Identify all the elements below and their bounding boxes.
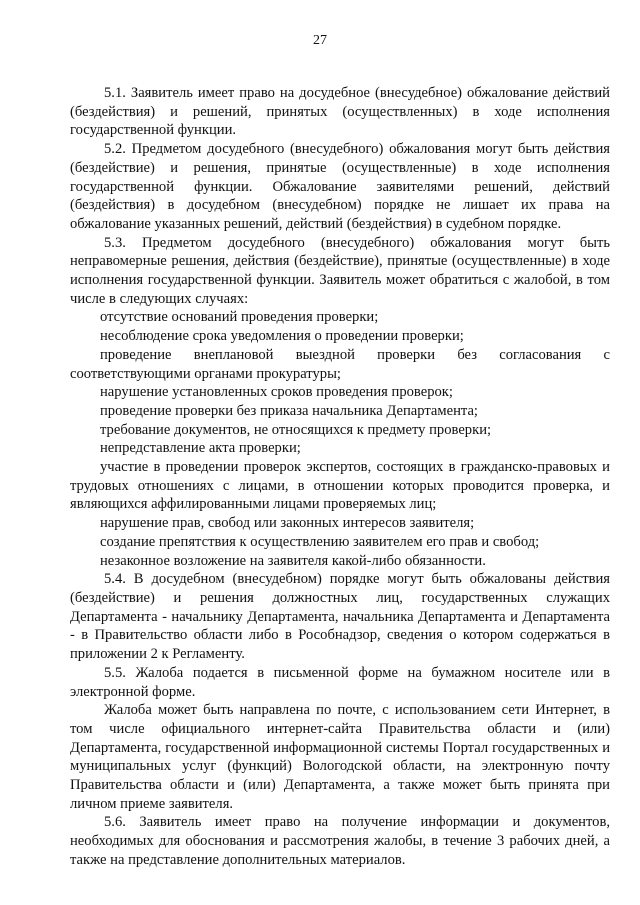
paragraph-5-2: 5.2. Предметом досудебного (внесудебного) обжалования могут быть действия (бездействие) и решения, принятые (осуществленные) в ходе исполнения государственной функции. Обжалование заявителями решений, действий (бездействия) в досудебном (внесудебном) порядке не лишает их права на обжалование указанных решений, действий (бездействия) в судебном порядке. bbox=[70, 141, 610, 232]
paragraph-5-4: 5.4. В досудебном (внесудебном) порядке могут быть обжалованы действия (бездействие) и решения должностных лиц, государственных служащих Департамента - начальнику Департамента, начальника Департамента и Департамента - в Правительство области либо в Рособнадзор, сведения о котором содержаться в приложении 2 к Регламенту. bbox=[70, 571, 610, 663]
list-item: проведение внеплановой выездной проверки без согласования с соответствующими органами прокуратуры; bbox=[70, 346, 610, 382]
list-item: требование документов, не относящихся к предмету проверки; bbox=[100, 421, 492, 438]
list-item: проведение проверки без приказа начальника Департамента; bbox=[100, 402, 478, 419]
list-item: несоблюдение срока уведомления о проведении проверки; bbox=[100, 328, 464, 345]
paragraph-5-5: 5.5. Жалоба подается в письменной форме на бумажном носителе или в электронной форме. bbox=[70, 664, 610, 700]
page-number: 27 bbox=[313, 33, 327, 48]
list-item: создание препятствия к осуществлению заявителем его прав и свобод; bbox=[100, 533, 540, 550]
paragraph-5-1: 5.1. Заявитель имеет право на досудебное (внесудебное) обжалование действий (бездействия) и решений, принятых (осуществленных) в ходе исполнения государственной функции. bbox=[70, 85, 610, 139]
paragraph-5-5-delivery: Жалоба может быть направлена по почте, с использованием сети Интернет, в том числе официального интернет-сайта Правительства области и (или) Департамента, государственной информационной системы Портал государственных и муниципальных услуг (функций) Вологодской области, на электронную почту Правительства области и (или) Департамента, а также может быть принята при личном приеме заявителя. bbox=[70, 702, 610, 812]
list-item: нарушение установленных сроков проведения проверок; bbox=[100, 384, 453, 401]
paragraph-5-3: 5.3. Предметом досудебного (внесудебного) обжалования могут быть неправомерные решения, действия (бездействие), принятые (осуществленные) в ходе исполнения государственной функции. Заявитель может обратиться с жалобой, в том числе в следующих случаях: bbox=[70, 234, 610, 307]
list-item: непредставление акта проверки; bbox=[100, 440, 301, 457]
list-item: отсутствие оснований проведения проверки; bbox=[100, 309, 379, 326]
document-body bbox=[70, 84, 610, 870]
list-item: незаконное возложение на заявителя какой-либо обязанности. bbox=[100, 552, 486, 569]
list-item: нарушение прав, свобод или законных интересов заявителя; bbox=[100, 515, 475, 532]
list-item: участие в проведении проверок экспертов, состоящих в гражданско-правовых и трудовых отношениях с лицами, в отношении которых проводится проверка, и являющихся аффилированными лицами проверяемых лиц; bbox=[70, 459, 610, 513]
paragraph-5-6: 5.6. Заявитель имеет право на получение информации и документов, необходимых для обоснования и рассмотрения жалобы, в течение 3 рабочих дней, а также на представление дополнительных материалов. bbox=[70, 814, 610, 868]
